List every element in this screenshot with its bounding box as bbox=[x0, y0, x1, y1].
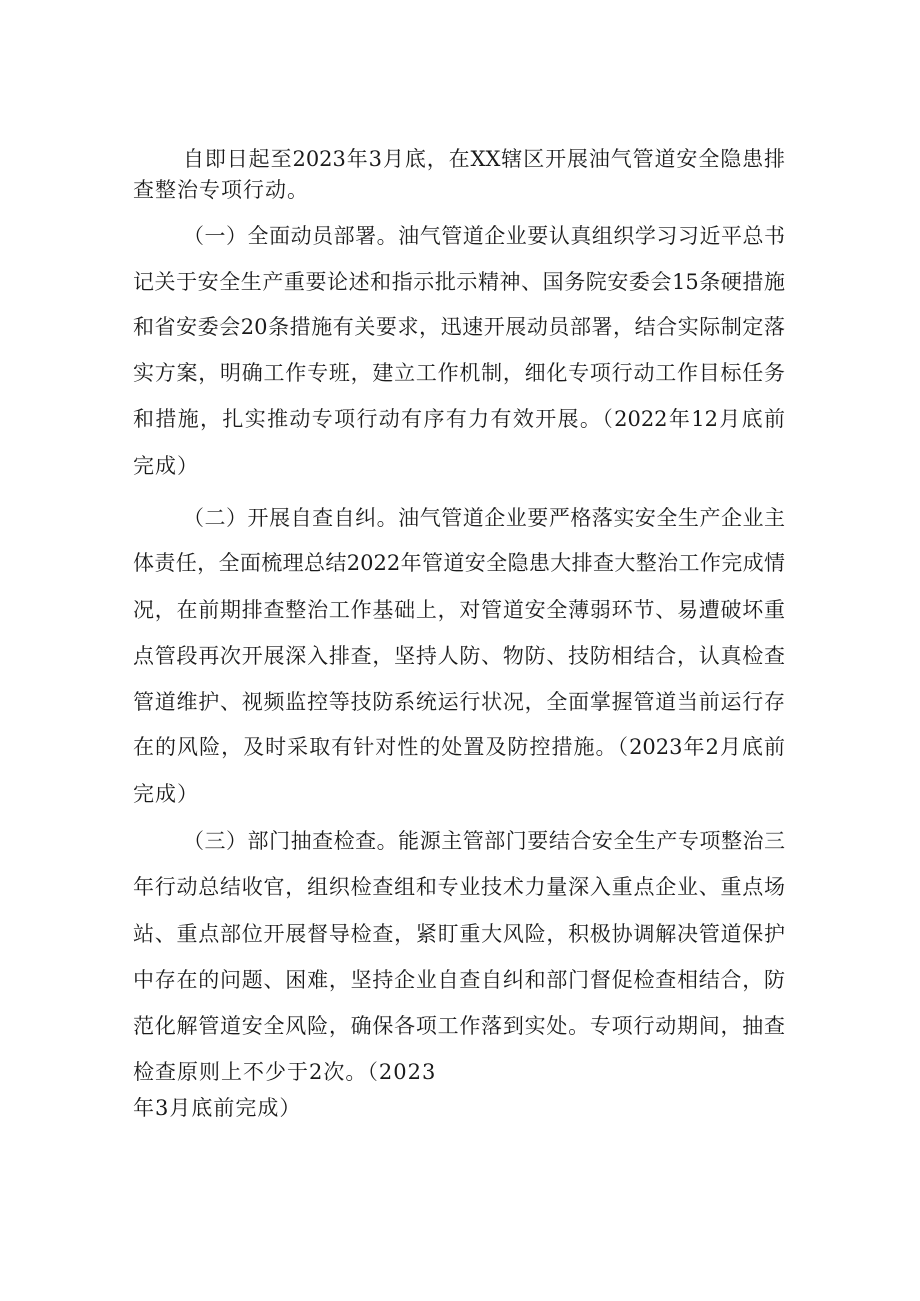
section2-line-5: 管道维护、视频监控等技防系统运行状况，全面掌握管道当前运行存 bbox=[133, 690, 785, 714]
section3-line-2: 年行动总结收官，组织检查组和专业技术力量深入重点企业、重点场 bbox=[133, 875, 785, 899]
section2-line-6: 在的风险，及时采取有针对性的处置及防控措施。（2023年2月底前 bbox=[133, 735, 785, 759]
section2-line-1: （二）开展自查自纠。油气管道企业要严格落实安全生产企业主 bbox=[183, 506, 785, 530]
section1-line-1: （一）全面动员部署。油气管道企业要认真组织学习习近平总书 bbox=[183, 224, 785, 248]
section3-line-5: 范化解管道安全风险，确保各项工作落到实处。专项行动期间，抽查 bbox=[133, 1014, 785, 1038]
section1-line-6: 完成） bbox=[133, 454, 199, 478]
section3-line-6: 检查原则上不少于2次。（2023 bbox=[133, 1060, 437, 1084]
section2-line-4: 点管段再次开展深入排查，坚持人防、物防、技防相结合，认真检查 bbox=[133, 644, 785, 668]
intro-line-2: 查整治专项行动。 bbox=[133, 178, 309, 202]
section2-line-3: 况，在前期排查整治工作基础上，对管道安全薄弱环节、易遭破坏重 bbox=[133, 598, 785, 622]
section1-line-4: 实方案，明确工作专班，建立工作机制，细化专项行动工作目标任务 bbox=[133, 361, 785, 385]
section3-line-1: （三）部门抽查检查。能源主管部门要结合安全生产专项整治三 bbox=[183, 829, 785, 853]
intro-line-1: 自即日起至2023年3月底，在XX辖区开展油气管道安全隐患排 bbox=[183, 147, 785, 171]
section1-line-3: 和省安委会20条措施有关要求，迅速开展动员部署，结合实际制定落 bbox=[133, 315, 785, 339]
section3-line-7: 年3月底前完成） bbox=[133, 1096, 302, 1120]
section3-line-4: 中存在的问题、困难，坚持企业自查自纠和部门督促检查相结合，防 bbox=[133, 968, 785, 992]
section3-line-3: 站、重点部位开展督导检查，紧盯重大风险，积极协调解决管道保护 bbox=[133, 922, 785, 946]
section2-line-7: 完成） bbox=[133, 782, 199, 806]
section1-line-2: 记关于安全生产重要论述和指示批示精神、国务院安委会15条硬措施 bbox=[133, 270, 785, 294]
section1-line-5: 和措施，扎实推动专项行动有序有力有效开展。（2022年12月底前 bbox=[133, 407, 785, 431]
section2-line-2: 体责任，全面梳理总结2022年管道安全隐患大排查大整治工作完成情 bbox=[133, 551, 785, 575]
